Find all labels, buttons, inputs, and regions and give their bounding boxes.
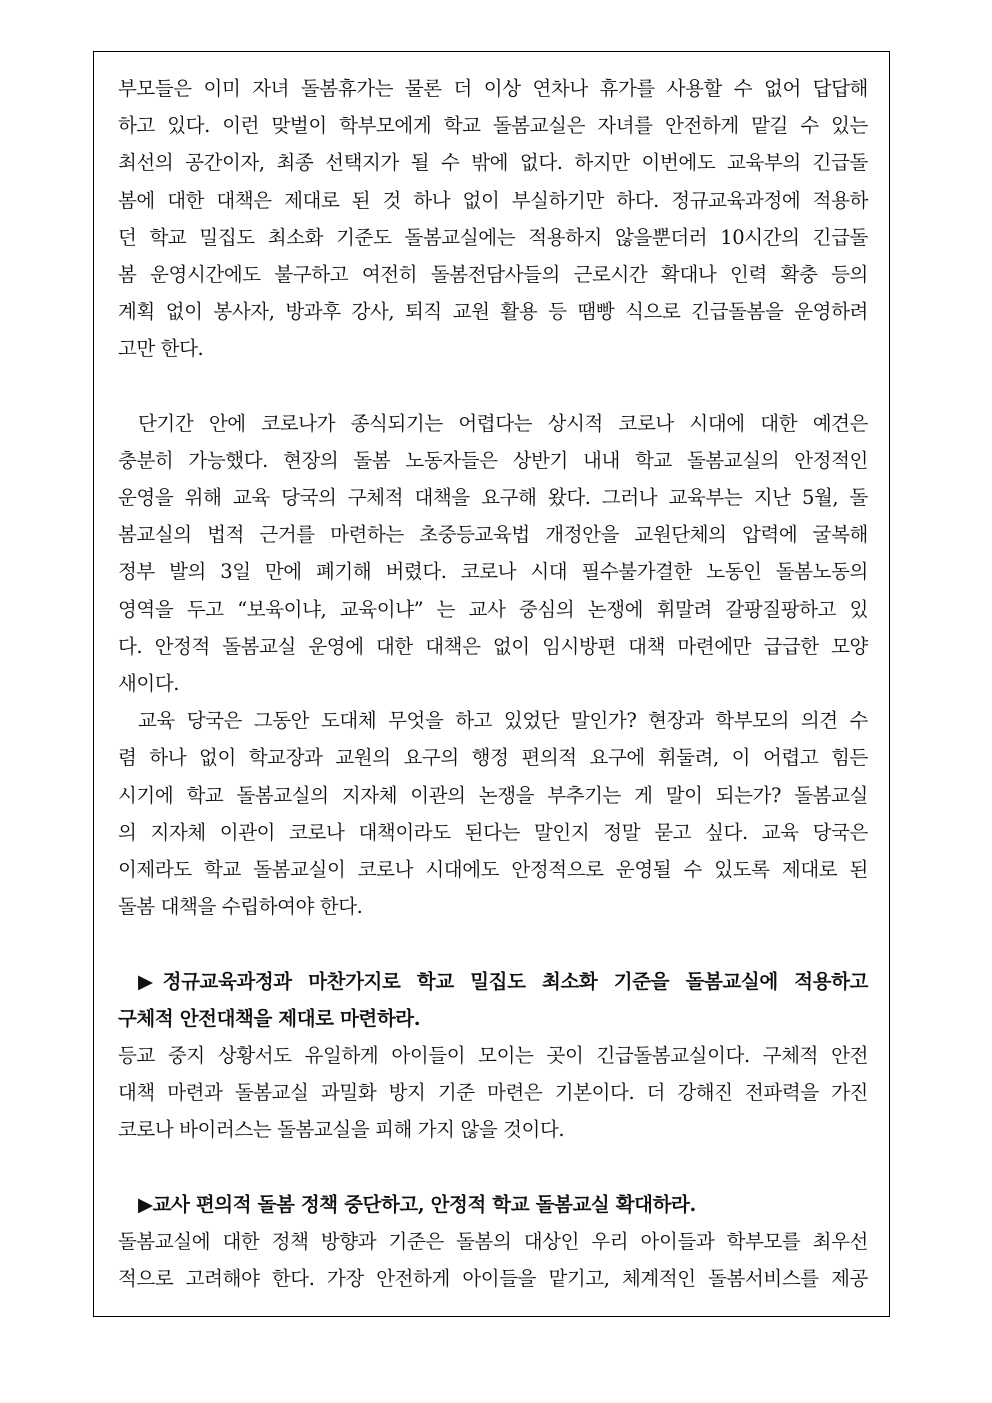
text-line: 돌봄 대책을 수립하여야 한다. [118,895,363,919]
text-line: 봄에 대한 대책은 제대로 된 것 하나 없이 부실하기만 하다. 정규교육과정에 적용하 [118,188,868,212]
text-line: 최선의 공간이자, 최종 선택지가 될 수 밖에 없다. 하지만 이번에도 교육부의 긴급돌 [118,151,868,175]
paragraph-spacer [118,368,868,405]
paragraph-5 [118,1223,868,1297]
text-line: 시기에 학교 돌봄교실의 지자체 이관의 논쟁을 부추기는 게 말이 되는가? 돌봄교실 [118,783,868,807]
text-line: 교육 당국은 그동안 도대체 무엇을 하고 있었단 말인가? 현장과 학부모의 의견 수 [138,709,868,733]
text-line: 하고 있다. 이런 맞벌이 학부모에게 학교 돌봄교실은 자녀를 안전하게 맡길 수 있는 [118,114,868,138]
text-line: 계획 없이 봉사자, 방과후 강사, 퇴직 교원 활용 등 땜빵 식으로 긴급돌봄을 운영하려 [118,300,868,324]
text-line: 운영을 위해 교육 당국의 구체적 대책을 요구해 왔다. 그러나 교육부는 지난 5월, 돌 [118,486,868,510]
demand-heading-2 [118,1186,868,1223]
paragraph-1 [118,70,868,368]
paragraph-spacer [118,1148,868,1185]
text-line: 던 학교 밀집도 최소화 기준도 돌봄교실에는 적용하지 않을뿐더러 10시간의 긴급돌 [118,225,868,249]
text-line: 렴 하나 없이 학교장과 교원의 요구의 행정 편의적 요구에 휘둘려, 이 어렵고 힘든 [118,746,868,770]
text-line: 고만 한다. [118,337,204,361]
document-body [118,70,868,1297]
paragraph-3 [118,702,868,925]
paragraph-2 [118,405,868,703]
text-line: 적으로 고려해야 한다. 가장 안전하게 아이들을 맡기고, 체계적인 돌봄서비스를 제공 [118,1267,868,1290]
text-line: 봄교실의 법적 근거를 마련하는 초중등교육법 개정안을 교원단체의 압력에 굴복해 [118,523,868,547]
text-line: 새이다. [118,672,180,695]
demand-heading-1 [118,963,868,1037]
paragraph-4 [118,1037,868,1149]
text-line: 다. 안정적 돌봄교실 운영에 대한 대책은 없이 임시방편 대책 마련에만 급급한 모양 [118,634,868,658]
text-line: 부모들은 이미 자녀 돌봄휴가는 물론 더 이상 연차나 휴가를 사용할 수 없어 답답해 [118,77,868,100]
heading-line: 구체적 안전대책을 제대로 마련하라. [118,1006,421,1030]
text-line: 충분히 가능했다. 현장의 돌봄 노동자들은 상반기 내내 학교 돌봄교실의 안정적인 [118,448,868,472]
text-line: 코로나 바이러스는 돌봄교실을 피해 가지 않을 것이다. [118,1118,565,1142]
heading-line: ▶교사 편의적 돌봄 정책 중단하고, 안정적 학교 돌봄교실 확대하라. [138,1192,696,1216]
text-line: 봄 운영시간에도 불구하고 여전히 돌봄전담사들의 근로시간 확대나 인력 확충 등의 [118,262,868,286]
text-line: 등교 중지 상황서도 유일하게 아이들이 모이는 곳이 긴급돌봄교실이다. 구체적 안전 [118,1043,869,1067]
heading-line: ▶정규교육과정과 마찬가지로 학교 밀집도 최소화 기준을 돌봄교실에 적용하고 [138,969,868,993]
text-line: 이제라도 학교 돌봄교실이 코로나 시대에도 안정적으로 운영될 수 있도록 제대로 된 [118,857,868,881]
text-line: 정부 발의 3일 만에 폐기해 버렸다. 코로나 시대 필수불가결한 노동인 돌봄노동의 [118,560,868,584]
text-line: 단기간 안에 코로나가 종식되기는 어렵다는 상시적 코로나 시대에 대한 예견은 [138,411,868,435]
text-line: 돌봄교실에 대한 정책 방향과 기준은 돌봄의 대상인 우리 아이들과 학부모를 최우선 [118,1229,868,1253]
text-line: 영역을 두고 “보육이냐, 교육이냐” 는 교사 중심의 논쟁에 휘말려 갈팡질팡하고 있 [118,597,869,621]
text-line: 대책 마련과 돌봄교실 과밀화 방지 기준 마련은 기본이다. 더 강해진 전파력을 가진 [118,1081,868,1105]
document-frame [93,51,890,1317]
text-line: 의 지자체 이관이 코로나 대책이라도 된다는 말인지 정말 묻고 싶다. 교육 당국은 [118,820,868,844]
paragraph-spacer [118,925,868,962]
